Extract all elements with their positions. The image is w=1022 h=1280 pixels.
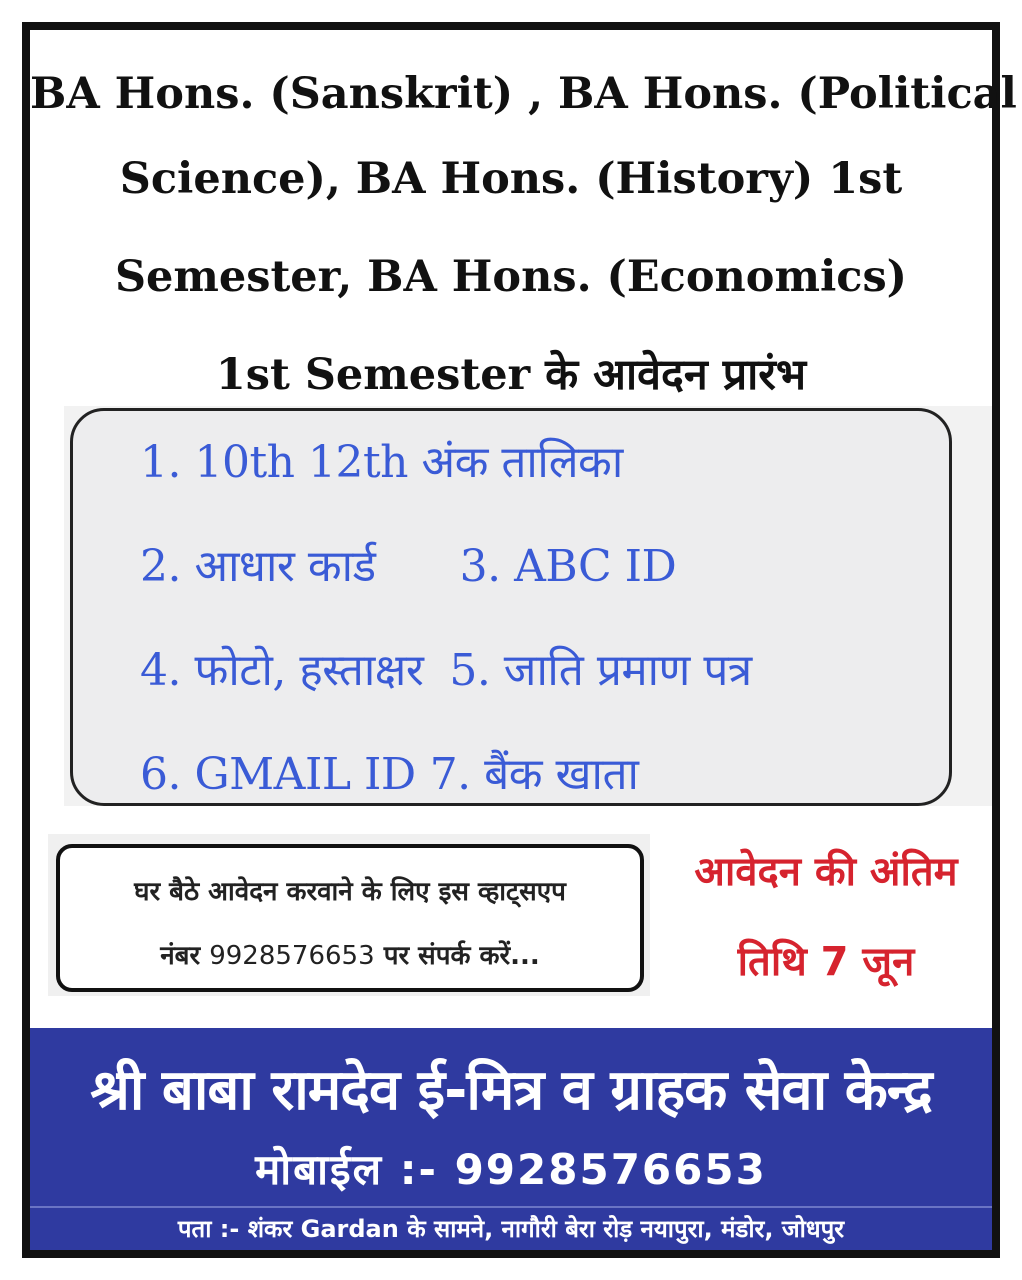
heading-line-3: Semester, BA Hons. (Economics)	[114, 252, 908, 302]
doc-item-2: 2. आधार कार्ड	[140, 541, 376, 592]
heading-line-2: Science), BA Hons. (History) 1st	[119, 154, 903, 204]
doc-item-5: 5. जाति प्रमाण पत्र	[449, 645, 752, 696]
whatsapp-number: 9928576653	[209, 941, 375, 971]
doc-item-7: 7. बैंक खाता	[429, 749, 639, 800]
heading-line-1: BA Hons. (Sanskrit) , BA Hons. (Political	[30, 69, 1017, 119]
address-text: पता :- शंकर Gardan के सामने, नागौरी बेरा रोड़ नयापुरा, मंडोर, जोधपुर	[177, 1215, 845, 1243]
doc-item-4: 4. फोटो, हस्ताक्षर	[140, 645, 424, 696]
contact-line-2	[60, 936, 640, 972]
heading-line-4: 1st Semester के आवेदन प्रारंभ	[215, 350, 807, 400]
doc-row-2	[140, 534, 676, 594]
mobile-number: मोबाईल :- 9928576653	[255, 1145, 767, 1194]
doc-item-3: 3. ABC ID	[459, 541, 677, 592]
footer-banner	[30, 1028, 992, 1250]
whatsapp-contact-box	[56, 844, 644, 992]
doc-item-1: 1. 10th 12th अंक तालिका	[140, 437, 623, 488]
course-heading	[30, 58, 1017, 424]
address-bar	[30, 1206, 992, 1250]
deadline-line-2: तिथि 7 जून	[737, 939, 915, 985]
doc-row-3	[140, 638, 752, 698]
contact-prefix: नंबर	[160, 941, 201, 971]
deadline-line-1: आवेदन की अंतिम	[694, 849, 958, 895]
contact-suffix: पर संपर्क करें...	[383, 941, 540, 971]
doc-item-marksheet	[140, 430, 623, 490]
contact-line-1: घर बैठे आवेदन करवाने के लिए इस व्हाट्सएप	[134, 877, 566, 907]
deadline-notice	[656, 842, 996, 994]
poster-frame	[22, 22, 1017, 1258]
doc-row-4	[140, 742, 638, 802]
org-name: श्री बाबा रामदेव ई-मित्र व ग्राहक सेवा केन्द्र	[90, 1058, 932, 1123]
doc-item-6: 6. GMAIL ID	[140, 749, 416, 800]
